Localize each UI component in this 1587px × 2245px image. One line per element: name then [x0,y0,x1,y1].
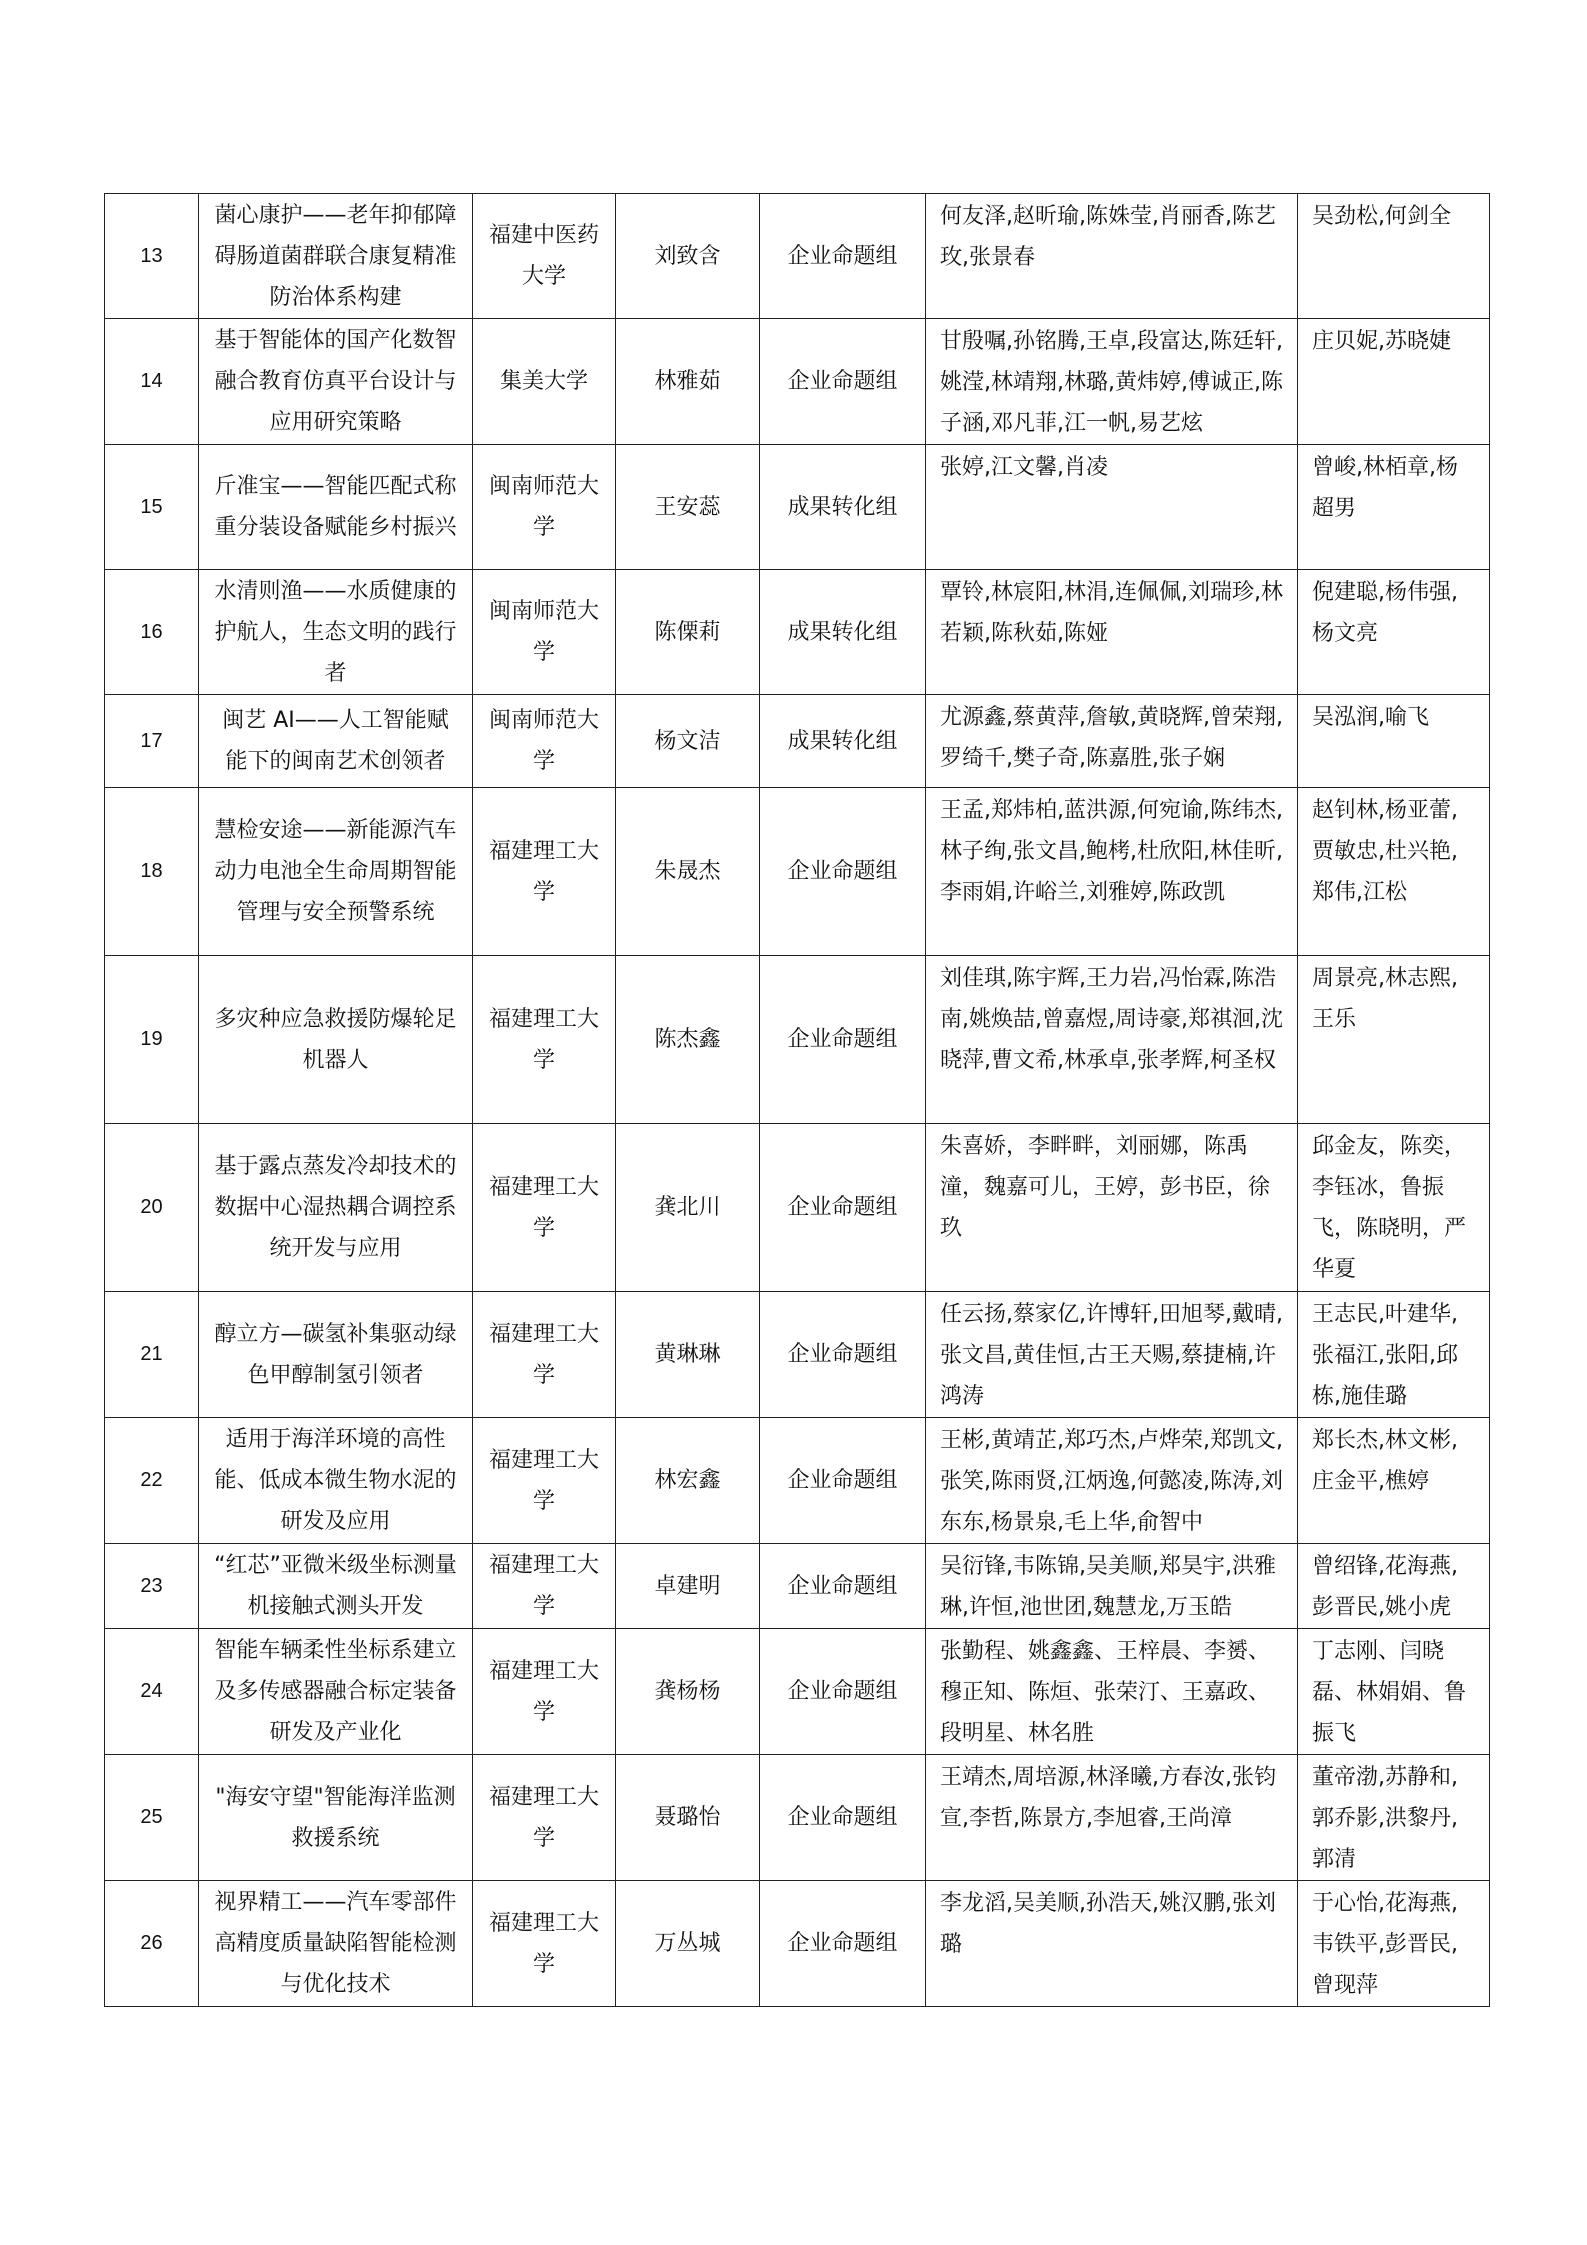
school-name: 福建理工大学 [473,1124,616,1292]
project-name: 醇立方—碳氢补集驱动绿色甲醇制氢引领者 [199,1292,473,1418]
leader-name: 聂璐怡 [616,1755,760,1881]
leader-name: 王安蕊 [616,445,760,570]
team-members: 刘佳琪,陈宇辉,王力岩,冯怡霖,陈浩南,姚焕喆,曾嘉煜,周诗豪,郑祺洄,沈晓萍,曹文希,林承卓,张孝辉,柯圣权 [926,956,1298,1124]
advisors: 董帝渤,苏静和,郭乔影,洪黎丹,郭清 [1298,1755,1490,1881]
advisors: 周景亮,林志熙,王乐 [1298,956,1490,1124]
group-name: 企业命题组 [760,1629,926,1755]
group-name: 成果转化组 [760,695,926,788]
team-members: 王靖杰,周培源,林泽曦,方春汝,张钧宣,李哲,陈景方,李旭睿,王尚漳 [926,1755,1298,1881]
group-name: 企业命题组 [760,1418,926,1544]
school-name: 福建理工大学 [473,1629,616,1755]
row-number: 15 [105,445,199,570]
table-row [105,695,1490,788]
table-row [105,445,1490,570]
leader-name: 陈杰鑫 [616,956,760,1124]
table-row [105,1629,1490,1755]
advisors: 郑长杰,林文彬,庄金平,樵婷 [1298,1418,1490,1544]
table-body [105,194,1490,2007]
team-members: 覃铃,林宸阳,林涓,连佩佩,刘瑞珍,林若颖,陈秋茹,陈娅 [926,570,1298,695]
school-name: 福建理工大学 [473,788,616,956]
school-name: 集美大学 [473,319,616,445]
leader-name: 林宏鑫 [616,1418,760,1544]
leader-name: 杨文洁 [616,695,760,788]
school-name: 福建理工大学 [473,1881,616,2007]
team-members: 尤源鑫,蔡黄萍,詹敏,黄晓辉,曾荣翔,罗绮千,樊子奇,陈嘉胜,张子娴 [926,695,1298,788]
table-row [105,1755,1490,1881]
table-row [105,1544,1490,1629]
school-name: 闽南师范大学 [473,695,616,788]
advisors: 王志民,叶建华,张福江,张阳,邱栋,施佳璐 [1298,1292,1490,1418]
row-number: 18 [105,788,199,956]
row-number: 14 [105,319,199,445]
award-table [104,193,1490,2007]
group-name: 企业命题组 [760,1124,926,1292]
row-number: 23 [105,1544,199,1629]
row-number: 21 [105,1292,199,1418]
group-name: 企业命题组 [760,1544,926,1629]
advisors: 吴劲松,何剑全 [1298,194,1490,319]
leader-name: 龚杨杨 [616,1629,760,1755]
school-name: 福建理工大学 [473,956,616,1124]
project-name: 基于露点蒸发冷却技术的数据中心湿热耦合调控系统开发与应用 [199,1124,473,1292]
school-name: 福建理工大学 [473,1418,616,1544]
team-members: 张勤程、姚鑫鑫、王梓晨、李赟、穆正知、陈烜、张荣汀、王嘉政、段明星、林名胜 [926,1629,1298,1755]
project-name: "海安守望"智能海洋监测救援系统 [199,1755,473,1881]
row-number: 25 [105,1755,199,1881]
project-name: 菌心康护——老年抑郁障碍肠道菌群联合康复精准防治体系构建 [199,194,473,319]
team-members: 甘殷嘱,孙铭腾,王卓,段富达,陈廷轩,姚滢,林靖翔,林璐,黄炜婷,傅诚正,陈子涵,邓凡菲,江一帆,易艺炫 [926,319,1298,445]
leader-name: 林雅茹 [616,319,760,445]
team-members: 朱喜娇，李畔畔，刘丽娜，陈禹潼，魏嘉可儿，王婷，彭书臣，徐玖 [926,1124,1298,1292]
project-name: “红芯”亚微米级坐标测量机接触式测头开发 [199,1544,473,1629]
row-number: 22 [105,1418,199,1544]
table-row [105,1418,1490,1544]
table-row [105,319,1490,445]
row-number: 17 [105,695,199,788]
school-name: 闽南师范大学 [473,570,616,695]
project-name: 适用于海洋环境的高性能、低成本微生物水泥的研发及应用 [199,1418,473,1544]
team-members: 吴衍锋,韦陈锦,吴美顺,郑昊宇,洪雅琳,许恒,池世团,魏慧龙,万玉皓 [926,1544,1298,1629]
group-name: 企业命题组 [760,956,926,1124]
table-row [105,956,1490,1124]
project-name: 智能车辆柔性坐标系建立及多传感器融合标定装备研发及产业化 [199,1629,473,1755]
row-number: 13 [105,194,199,319]
row-number: 20 [105,1124,199,1292]
table-row [105,194,1490,319]
row-number: 24 [105,1629,199,1755]
group-name: 企业命题组 [760,1881,926,2007]
school-name: 福建理工大学 [473,1544,616,1629]
group-name: 成果转化组 [760,445,926,570]
project-name: 慧检安途——新能源汽车动力电池全生命周期智能管理与安全预警系统 [199,788,473,956]
group-name: 企业命题组 [760,194,926,319]
advisors: 曾峻,林栢章,杨超男 [1298,445,1490,570]
team-members: 何友泽,赵昕瑜,陈姝莹,肖丽香,陈艺玫,张景春 [926,194,1298,319]
row-number: 19 [105,956,199,1124]
project-name: 视界精工——汽车零部件高精度质量缺陷智能检测与优化技术 [199,1881,473,2007]
team-members: 王孟,郑炜柏,蓝洪源,何宛谕,陈纬杰,林子绚,张文昌,鲍栲,杜欣阳,林佳昕,李雨娟,许峪兰,刘雅婷,陈政凯 [926,788,1298,956]
school-name: 福建理工大学 [473,1755,616,1881]
advisors: 曾绍锋,花海燕,彭晋民,姚小虎 [1298,1544,1490,1629]
school-name: 福建中医药大学 [473,194,616,319]
advisors: 倪建聪,杨伟强,杨文亮 [1298,570,1490,695]
group-name: 企业命题组 [760,1292,926,1418]
group-name: 成果转化组 [760,570,926,695]
leader-name: 万丛城 [616,1881,760,2007]
group-name: 企业命题组 [760,319,926,445]
leader-name: 陈傈莉 [616,570,760,695]
group-name: 企业命题组 [760,1755,926,1881]
row-number: 26 [105,1881,199,2007]
team-members: 任云扬,蔡家亿,许博轩,田旭琴,戴晴,张文昌,黄佳恒,古王天赐,蔡捷楠,许鸿涛 [926,1292,1298,1418]
project-name: 斤准宝——智能匹配式称重分装设备赋能乡村振兴 [199,445,473,570]
table-row [105,788,1490,956]
team-members: 李龙滔,吴美顺,孙浩天,姚汉鹏,张刘璐 [926,1881,1298,2007]
row-number: 16 [105,570,199,695]
advisors: 邱金友，陈奕，李钰冰，鲁振飞，陈晓明，严华夏 [1298,1124,1490,1292]
project-name: 基于智能体的国产化数智融合教育仿真平台设计与应用研究策略 [199,319,473,445]
table-row [105,1292,1490,1418]
group-name: 企业命题组 [760,788,926,956]
leader-name: 朱晟杰 [616,788,760,956]
school-name: 福建理工大学 [473,1292,616,1418]
project-name: 闽艺 AI——人工智能赋能下的闽南艺术创领者 [199,695,473,788]
table-row [105,1124,1490,1292]
advisors: 吴泓润,喻飞 [1298,695,1490,788]
school-name: 闽南师范大学 [473,445,616,570]
advisors: 于心怡,花海燕,韦铁平,彭晋民,曾现萍 [1298,1881,1490,2007]
leader-name: 龚北川 [616,1124,760,1292]
table-row [105,570,1490,695]
team-members: 张婷,江文馨,肖凌 [926,445,1298,570]
advisors: 丁志刚、闫晓磊、林娟娟、鲁振飞 [1298,1629,1490,1755]
table-row [105,1881,1490,2007]
leader-name: 卓建明 [616,1544,760,1629]
project-name: 多灾种应急救援防爆轮足机器人 [199,956,473,1124]
advisors: 庄贝妮,苏晓婕 [1298,319,1490,445]
advisors: 赵钊林,杨亚蕾,贾敏忠,杜兴艳,郑伟,江松 [1298,788,1490,956]
team-members: 王彬,黄靖芷,郑巧杰,卢烨荣,郑凯文,张笑,陈雨贤,江炳逸,何懿凌,陈涛,刘东东,杨景泉,毛上华,俞智中 [926,1418,1298,1544]
project-name: 水清则渔——水质健康的护航人，生态文明的践行者 [199,570,473,695]
leader-name: 刘致含 [616,194,760,319]
leader-name: 黄琳琳 [616,1292,760,1418]
